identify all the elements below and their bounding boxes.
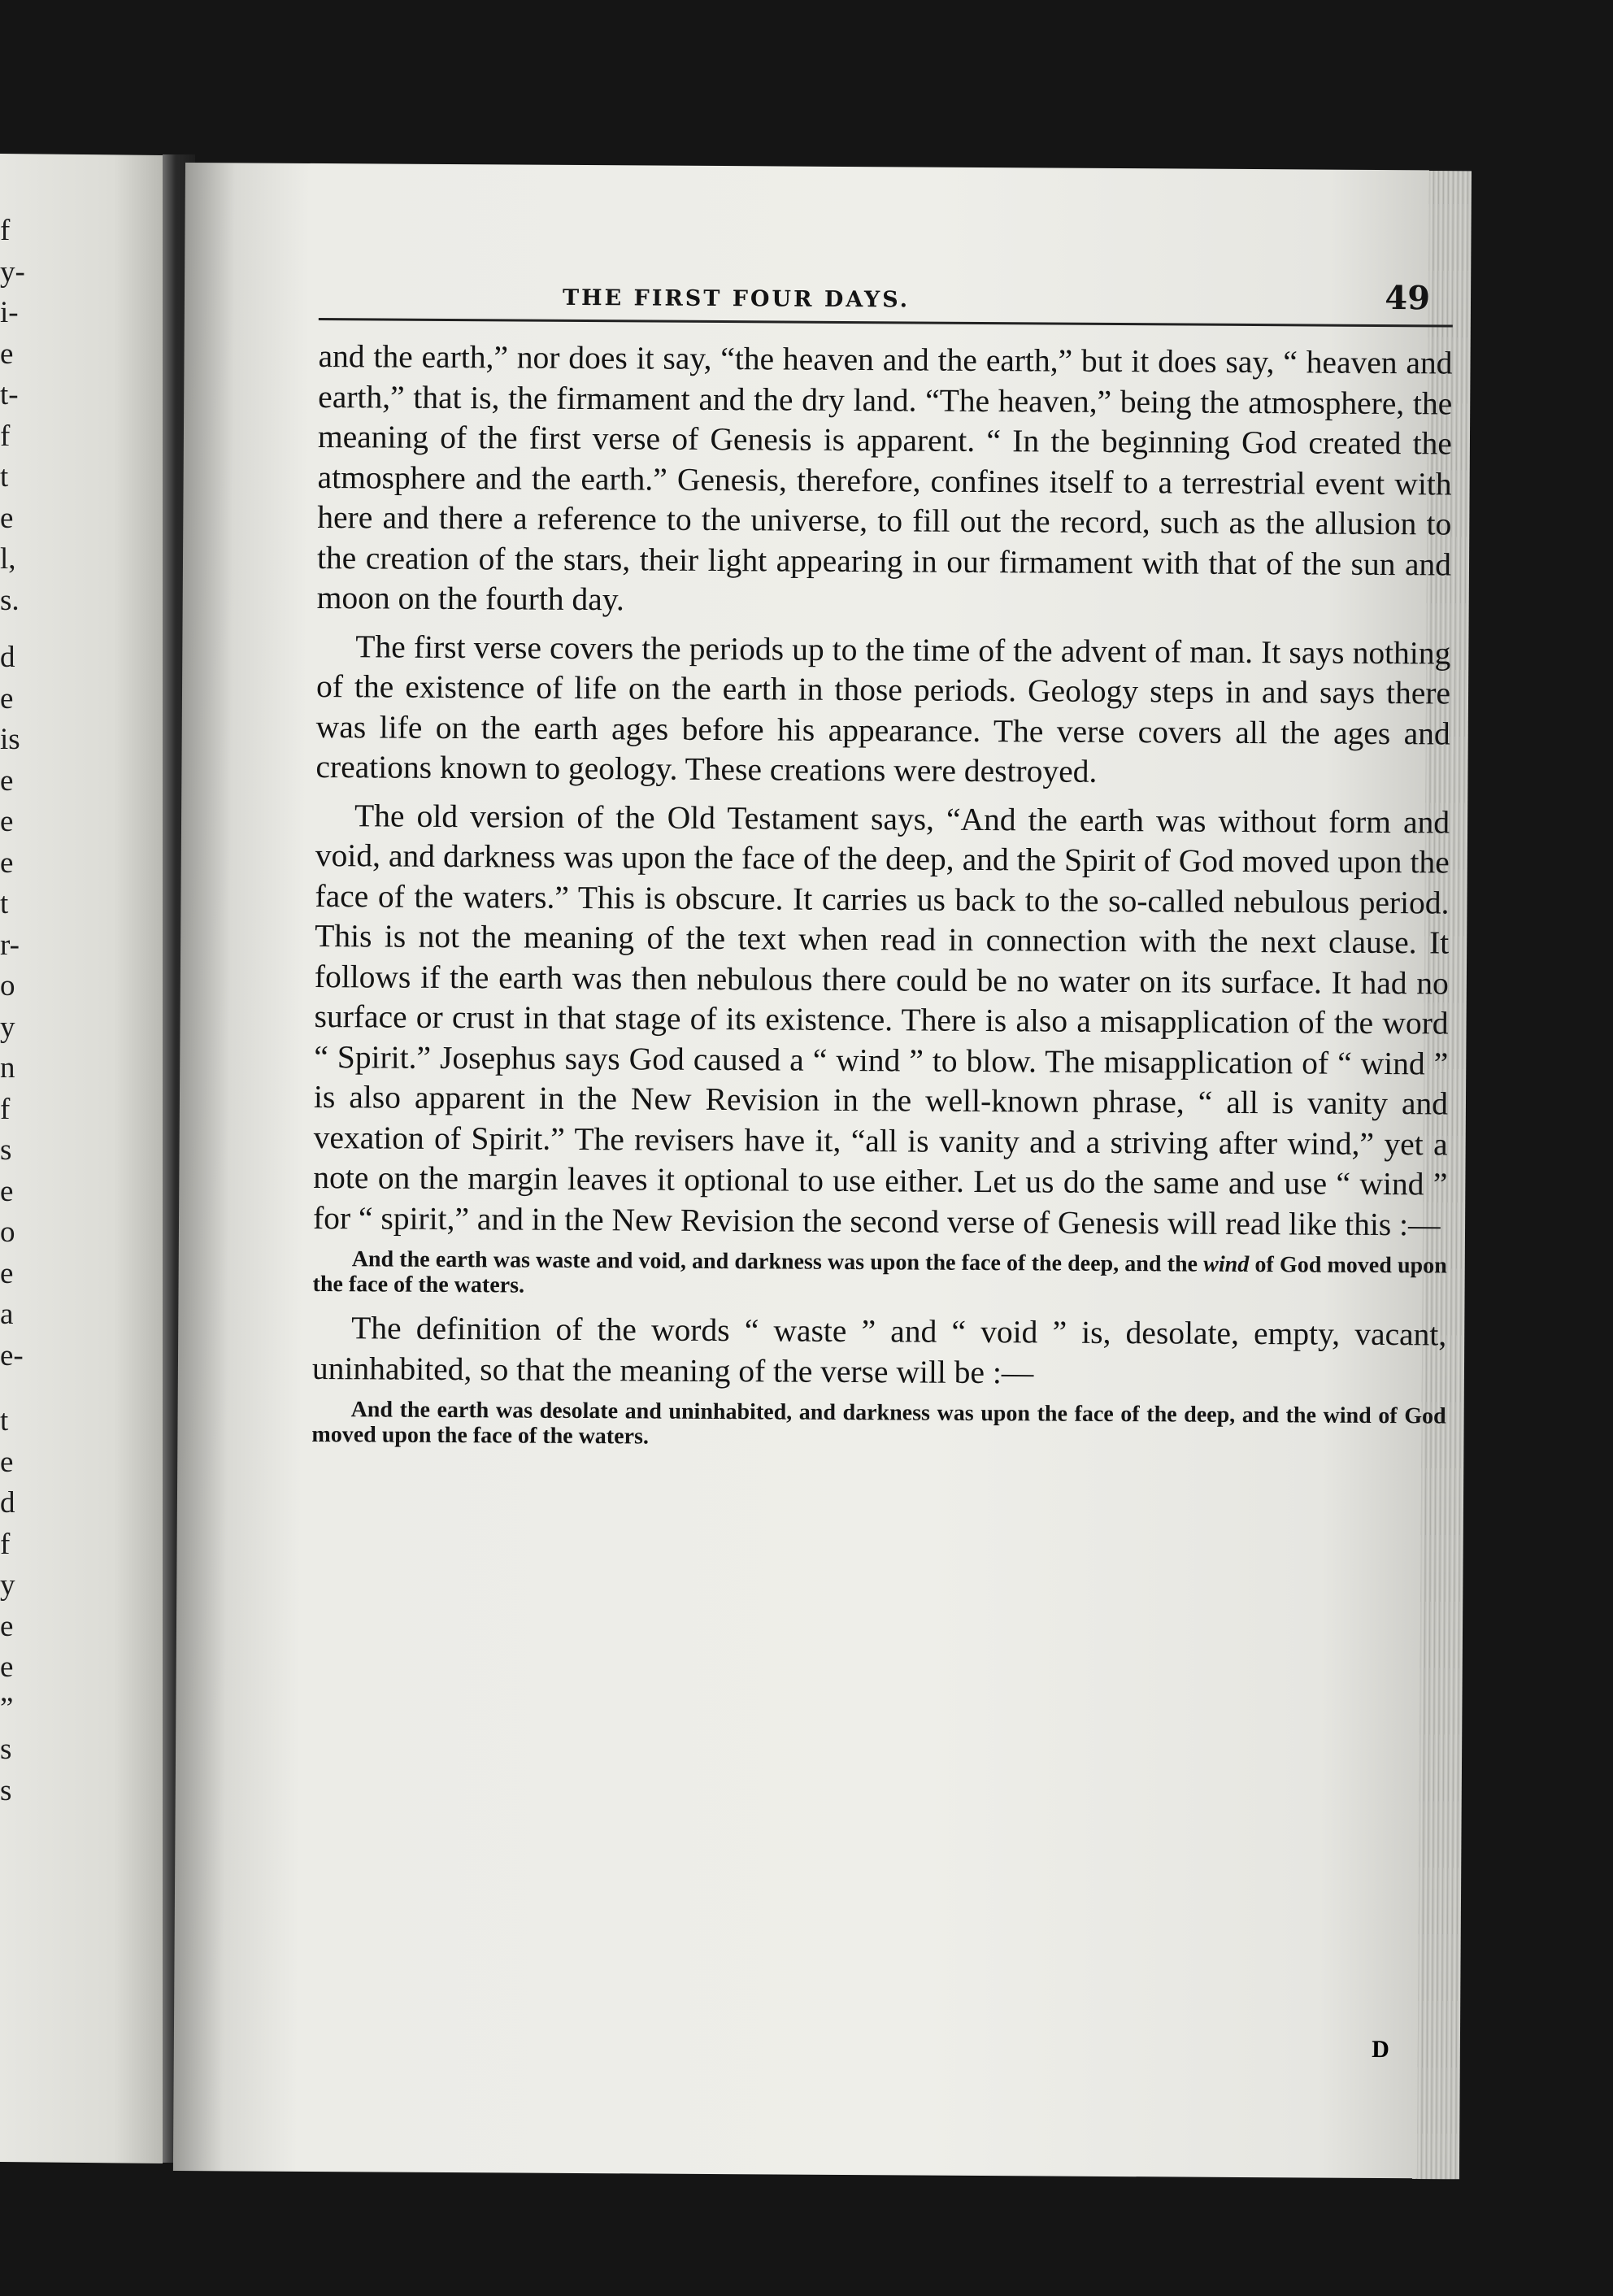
previous-page-fragment: n: [0, 1051, 15, 1085]
previous-page-fragment: s: [0, 1133, 12, 1167]
previous-page-fragment: t: [0, 460, 9, 494]
signature-mark: D: [1372, 2035, 1389, 2063]
previous-page-fragment: s: [0, 1773, 12, 1807]
quote-1-before: And the earth was waste and void, and darkness was upon the face of the deep, and the: [351, 1246, 1204, 1277]
previous-page-fragment: ”: [0, 1691, 14, 1725]
previous-page-fragment: s.: [0, 583, 20, 617]
previous-page-fragment: is: [0, 723, 20, 756]
previous-page-fragment: e: [0, 846, 14, 880]
running-head: [319, 269, 1453, 328]
quote-1-after: of God moved upon the face of the waters.: [312, 1252, 1447, 1298]
block-quote-2: And the earth was desolate and uninhabited, and darkness was upon the face of the deep, and the wind of God moved upon the face of the waters.: [311, 1397, 1446, 1450]
previous-page-fragment: l,: [0, 542, 16, 576]
previous-page-fragment: s: [0, 1733, 12, 1766]
book-page: [173, 163, 1453, 2178]
body-text: [311, 337, 1452, 1454]
previous-page-fragment: e: [0, 1174, 14, 1208]
previous-page-fragment: f: [0, 214, 11, 247]
previous-page-fragment: y-: [0, 254, 25, 289]
previous-page-fragment: e: [0, 681, 14, 715]
previous-page-fragment: d: [0, 1486, 15, 1520]
paragraph-4: The definition of the words “ waste ” and “ void ” is, desolate, empty, vacant, uninhabited, so that the meaning of the verse will be :—: [311, 1310, 1447, 1390]
paragraph-1: and the earth,” nor does it say, “the heaven and the earth,” but it does say, “ heaven and earth,” that is, the firmament and the dry land. “The heaven,” being the atmosphere, the meaning of the first verse of Genesis is apparent. “ In the beginning God created the atmosphere and the earth.” Genesis, therefore, confines itself to a terrestrial event with here and there a reference to the universe, to fill out the record, such as the allusion to the creation of the stars, their light appearing in our firmament with that of the sun and moon on the fourth day.: [316, 338, 1453, 618]
page-content: [311, 269, 1453, 1465]
previous-page-fragment: o: [0, 969, 15, 1002]
previous-page-fragment: t: [0, 1404, 9, 1437]
previous-page-fragment: f: [0, 1092, 11, 1126]
previous-page-fragment: y: [0, 1568, 15, 1602]
previous-page-fragment: r-: [0, 928, 20, 962]
previous-page-fragment: e: [0, 337, 14, 371]
previous-page-fragment: o: [0, 1215, 15, 1249]
previous-page-fragment: y: [0, 1010, 15, 1044]
previous-page-fragment: e: [0, 1609, 14, 1643]
previous-page-fragment: t-: [0, 378, 19, 411]
previous-page-fragment: e: [0, 1256, 14, 1290]
quote-1-emphasis: wind: [1203, 1251, 1250, 1278]
previous-page-fragment: e: [0, 805, 14, 838]
running-title: THE FIRST FOUR DAYS.: [562, 285, 911, 313]
paragraph-2: The first verse covers the periods up to the time of the advent of man. It says nothing of the existence of life on the earth in those periods. Geology steps in and says there was life on the earth ages before his appearance. The verse covers all the ages and creations known to geology. These creations were destroyed.: [315, 628, 1451, 789]
previous-page: [0, 154, 163, 2163]
previous-page-fragment: e: [0, 1445, 14, 1479]
previous-page-fragment: e: [0, 763, 14, 798]
previous-page-fragment: a: [0, 1298, 14, 1331]
previous-page-fragment: e: [0, 501, 14, 535]
previous-page-fragment: e-: [0, 1338, 24, 1372]
previous-page-fragment: t: [0, 887, 9, 920]
paragraph-3: The old version of the Old Testament says, “And the earth was without form and void, and darkness was upon the face of the deep, and the Spirit of God moved upon the face of the waters.” This is obscure. It carries us back to the so-called nebulous period. This is not the meaning of the text when read in connection with the next clause. It follows if the earth was then nebulous there could be no water on its surface. It had no surface or crust in that stage of its existence. There is also a misapplication of the word “ Spirit.” Josephus says God caused a “ wind ” to blow. The misapplication of “ wind ” is also apparent in the New Revision in the well-known phrase, “ all is vanity and vexation of Spirit.” The revisers have it, “all is vanity and a striving after wind,” yet a note on the margin leaves it optional to use either. Let us do the same and use “ wind ” for “ spirit,” and in the New Revision the second verse of Genesis will read like this :—: [312, 797, 1450, 1242]
previous-page-fragment: e: [0, 1650, 14, 1684]
previous-page-fragment: f: [0, 1527, 11, 1561]
block-quote-1: [312, 1246, 1446, 1304]
previous-page-fragment: f: [0, 419, 11, 453]
previous-page-fragment: d: [0, 641, 15, 674]
previous-page-fragment: i-: [0, 296, 19, 329]
page-number: 49: [1385, 279, 1431, 318]
